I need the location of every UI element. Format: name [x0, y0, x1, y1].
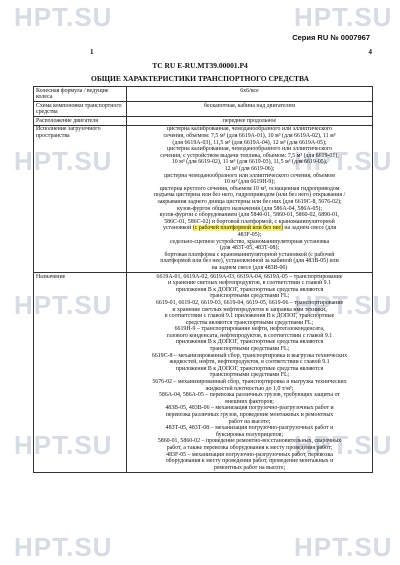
- text-line: работ, а также перевозка оборудования к месту проведения работ;: [166, 444, 333, 451]
- text-line: 483F-05 – механизация погрузочно-разгрузочных работ, перевозка: [166, 451, 333, 458]
- highlight-prefix: установкой: [162, 225, 193, 232]
- watermark: HPT.SU: [294, 2, 393, 32]
- watermark: HPT.SU: [14, 146, 113, 176]
- purpose-lines: [129, 274, 370, 472]
- text-line: 5676-02 – механизированный сбор, транспортировка и выгрузка технических: [152, 379, 347, 386]
- text-line: средства являются транспортными средствами FL;: [185, 319, 314, 326]
- watermark: HPT.SU: [294, 532, 393, 562]
- text-line: жидкостей плотностью до 1,0 т/м³;: [205, 385, 294, 392]
- body-type-lines-after: [129, 232, 370, 272]
- table-row: [34, 102, 373, 117]
- watermark: HPT.SU: [14, 532, 113, 562]
- text-line: кузов-фургон с оборудованием (для 5840-01, 5860-01, 5860-02, 6890-01,: [159, 212, 340, 219]
- highlighted-text: (с рабочей платформой или без нее): [192, 225, 283, 232]
- text-line: работ на высоте;: [228, 418, 271, 425]
- characteristics-table: [33, 86, 373, 473]
- text-line: 483F-05);: [237, 231, 262, 238]
- table-row: [34, 125, 373, 272]
- text-line: на заднем свесе (для 483В-06): [211, 264, 288, 271]
- text-line: транспортными средствами FL;: [209, 372, 290, 379]
- text-line: приложения В к ДОПОГ, транспортные средства являются: [175, 339, 324, 346]
- text-line: сечения, объемом: 7,5 м³ (для 6619А-01), 10 м³ (для 6619А-02), 11 м³: [163, 133, 336, 140]
- text-line: приложения В к ДОПОГ, транспортные средства являются: [175, 286, 324, 293]
- row-label: Исполнение загрузочного пространства: [34, 125, 127, 272]
- text-line: 586С-01, 586С-02) и бортовой платформой, с краноманипуляторной: [164, 218, 335, 225]
- body-type-value: [127, 125, 373, 272]
- text-line: цистерна калиброванная, чемоданообразного или эллиптического: [166, 126, 333, 133]
- row-value: бескапотная, кабина над двигателем: [127, 102, 373, 117]
- text-line: газового конденсата, нефтепродуктов, в соответствии с главой 9.1: [166, 332, 333, 339]
- text-line: транспортными средствами FL;: [209, 346, 290, 353]
- page-marker-right: 4: [368, 48, 372, 56]
- text-line: седельно-сцепное устройство, краноманипуляторная установка: [169, 238, 330, 245]
- document-number: ТС RU E-RU.MT39.00001.Р4: [152, 61, 248, 70]
- row-value: переднее продольное: [127, 117, 373, 126]
- text-line: 6619С-8 – механизированный сбор, транспортировка и выгрузка технических: [151, 352, 348, 359]
- text-line: сечения, с устройством выдачи топлива, объемом: 7,5 м³ (для 6619-01),: [160, 152, 339, 159]
- row-value: 6х6/все: [127, 87, 373, 102]
- text-line: 10 м³ (для 6619-02), 11 м³ (для 6619-03), 11,5 м³ (для 6619-05),: [171, 159, 328, 166]
- row-label: Расположение двигателя: [34, 117, 127, 126]
- text-line: (для 483Т-05, 483Т-08);: [219, 245, 280, 252]
- row-label: Колесная формула / ведущие колеса: [34, 87, 127, 102]
- text-line: оборудования к месту проведения работ, проведение монтажных и: [165, 458, 334, 465]
- text-line: и хранение светлых нефтепродуктов, в соответствии с главой 9.1: [167, 280, 332, 287]
- watermark: HPT.SU: [14, 430, 113, 460]
- watermark: HPT.SU: [294, 430, 393, 460]
- text-line: 6619А-01, 6619А-02, 6619А-03, 6619А-04, 6619А-05 – транспортирование: [156, 273, 343, 280]
- text-line: кузов-фургон общего назначения (для 586А-04, 586А-05);: [176, 205, 323, 212]
- certificate-serial: Серия RU № 0007967: [292, 33, 370, 42]
- text-line: 10 м³ (для 6619Н-9);: [224, 179, 275, 186]
- highlight-suffix: на заднем свесе (для: [282, 225, 337, 232]
- text-line: 586А-04, 586А-05 – перевозка различных грузов, требующих защиты от: [158, 392, 341, 399]
- watermark: HPT.SU: [14, 2, 113, 32]
- highlighted-line: [129, 225, 370, 232]
- text-line: платформой или без нее), установленной за кабиной (для 483В-05) или: [160, 258, 339, 265]
- text-line: буксировка полуприцепов;: [215, 431, 284, 438]
- purpose-value: [127, 273, 373, 473]
- text-line: в соответствии с главой 9.1 приложения В к ДОПОГ, транспортные: [164, 313, 335, 320]
- watermark: HPT.SU: [294, 146, 393, 176]
- text-line: транспортными средствами FL;: [209, 293, 290, 300]
- text-line: жидкостей, нефти, нефтепродуктов, в соответствии с главой 9.1: [169, 359, 330, 366]
- body-type-lines: [129, 126, 370, 225]
- text-line: 483Т-05, 483Т-08 – механизация погрузочно-разгрузочных работ и: [165, 425, 334, 432]
- text-line: приложения В к ДОПОГ, транспортные средства являются: [175, 365, 324, 372]
- watermark: HPT.SU: [14, 290, 113, 320]
- text-line: перевозка различных грузов, проведение монтажных и ремонтных: [165, 412, 334, 418]
- text-line: внешних факторов;: [225, 398, 274, 405]
- table-row: [34, 87, 373, 102]
- text-line: 6619-01, 6619-02, 6619-03, 6619-04, 6619-05, 6619-06 – транспортирование: [155, 299, 344, 306]
- text-line: 5860-01, 5860-02 – проведение ремонтно-восстановительных, сварочных: [157, 438, 342, 445]
- text-line: цистерна чемоданообразного или эллиптического сечения, объемом: [164, 172, 335, 179]
- text-line: закрывания заднего днища цистерны или без них (для 6619С-8, 5676-02);: [157, 199, 342, 205]
- text-line: цистерна круглого сечения, объемом 10 м³, оснащенная гидроприводом: [159, 185, 340, 192]
- text-line: ремонтных работ на высоте;: [213, 464, 286, 471]
- text-line: 12 м³ (для 6619-06);: [224, 166, 275, 173]
- page-marker-left: 1: [90, 48, 94, 56]
- text-line: подъема цистерны или без него, гидроприводом (или без него) открывания /: [153, 192, 346, 199]
- watermark: HPT.SU: [294, 290, 393, 320]
- text-line: и хранение светлых нефтепродуктов и заправка ими техники,: [172, 306, 327, 313]
- table-row: [34, 273, 373, 473]
- text-line: (для 6619А-03), 11,5 м³ (для 6619А-04), 12 м³ (для 6619А-05);: [172, 139, 327, 146]
- table-row: [34, 117, 373, 126]
- text-line: 6619Н-9 – транспортирование нефти, нефтегазоконденсата,: [174, 326, 325, 333]
- row-label: Назначение: [34, 273, 127, 473]
- row-label: Схема компоновки транспортного средства: [34, 102, 127, 117]
- text-line: цистерна калиброванная, чемоданообразного или эллиптического: [166, 146, 333, 153]
- text-line: 483В-05, 483В-06 – механизация погрузочно-разгрузочных работ и: [165, 405, 334, 412]
- page-title: ОБЩИЕ ХАРАКТЕРИСТИКИ ТРАНСПОРТНОГО СРЕДСТВА: [91, 74, 309, 83]
- text-line: бортовая платформа с краноманипуляторной установкой (с рабочей: [164, 251, 335, 258]
